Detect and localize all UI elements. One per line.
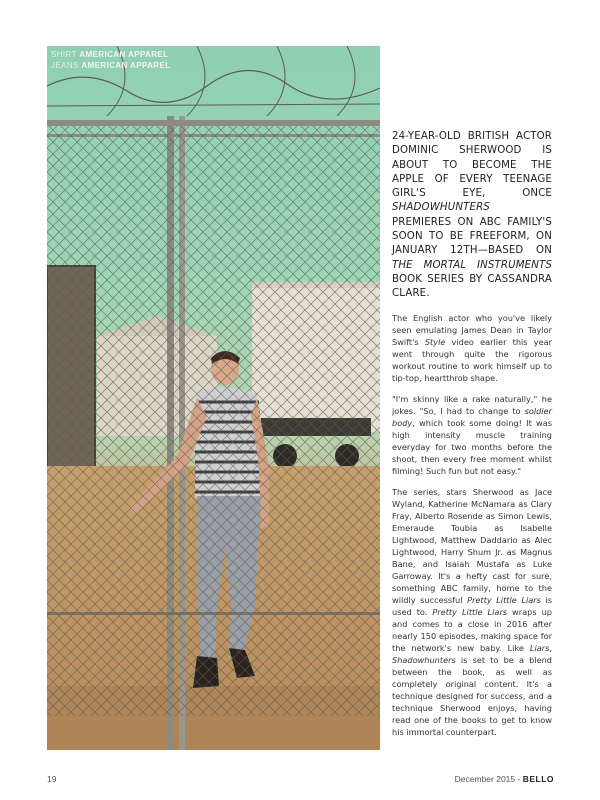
wardrobe-credits [51,49,171,71]
article-lede: 24-YEAR-OLD BRITISH ACTOR DOMINIC SHERWOOD IS ABOUT TO BECOME THE APPLE OF EVERY TEENAGE GIRL'S EYE, ONCE SHADOWHUNTERS PREMIERES ON ABC FAMILY'S SOON TO BE FREEFORM, ON JANUARY 12TH—BASED ON THE MORTAL INSTRUMENTS BOOK SERIES BY CASSANDRA CLARE. [392,131,552,300]
fence-rail [47,120,380,126]
body-paragraph: "I'm skinny like a rake naturally," he jokes. "So, I had to change to soldier body, which took some doing! It was high intensity muscle training everyday for two months before the shoot, then every free moment whilst filming! Such fun but not easy." [392,394,552,476]
feature-photo [47,46,380,750]
article-body [392,312,552,747]
issue-folio [455,774,554,784]
body-paragraph: The English actor who you've likely seen emulating James Dean in Taylor Swift's Style video earlier this year went through quite the rigorous workout routine to work himself up to tip-top, heartthrob shape. [392,313,552,383]
photo-illustration [47,46,380,750]
issue-date: December 2015 - [454,774,523,784]
body-paragraph: The series, stars Sherwood as Jace Wyland, Katherine McNamara as Clary Fray, Alberto Rosende as Simon Lewis, Emeraude Toubia as Isabelle Lightwood, Matthew Daddario as Alec Lightwood, Harry Shum Jr. as Magnus Bane, and Isaiah Mustafa as Luke Garroway. It's a hefty cast for sure, something ABC family, home to the wildly successful Pretty Little Liars is used to. Pretty Little Liars wraps up and comes to a close in 2016 after nearly 150 episodes, making space for the network's new baby. Like Liars, Shadowhunters is set to be a blend between the book, as well as completely original content. It's a technique designed for success, and a technique Sherwood enjoys, having read one of the books to get to know his immortal counterpart. [392,487,552,737]
credit-jeans: JEANS AMERICAN APPAREL [51,61,171,70]
page-number: 19 [47,774,57,784]
show-title: SHADOWHUNTERS [392,202,490,214]
chain-link-fence [47,126,380,716]
book-title: THE MORTAL INSTRUMENTS [392,259,552,271]
barbed-wire [47,70,380,102]
magazine-brand: BELLO [522,774,554,784]
credit-shirt: SHIRT AMERICAN APPAREL [51,50,169,59]
